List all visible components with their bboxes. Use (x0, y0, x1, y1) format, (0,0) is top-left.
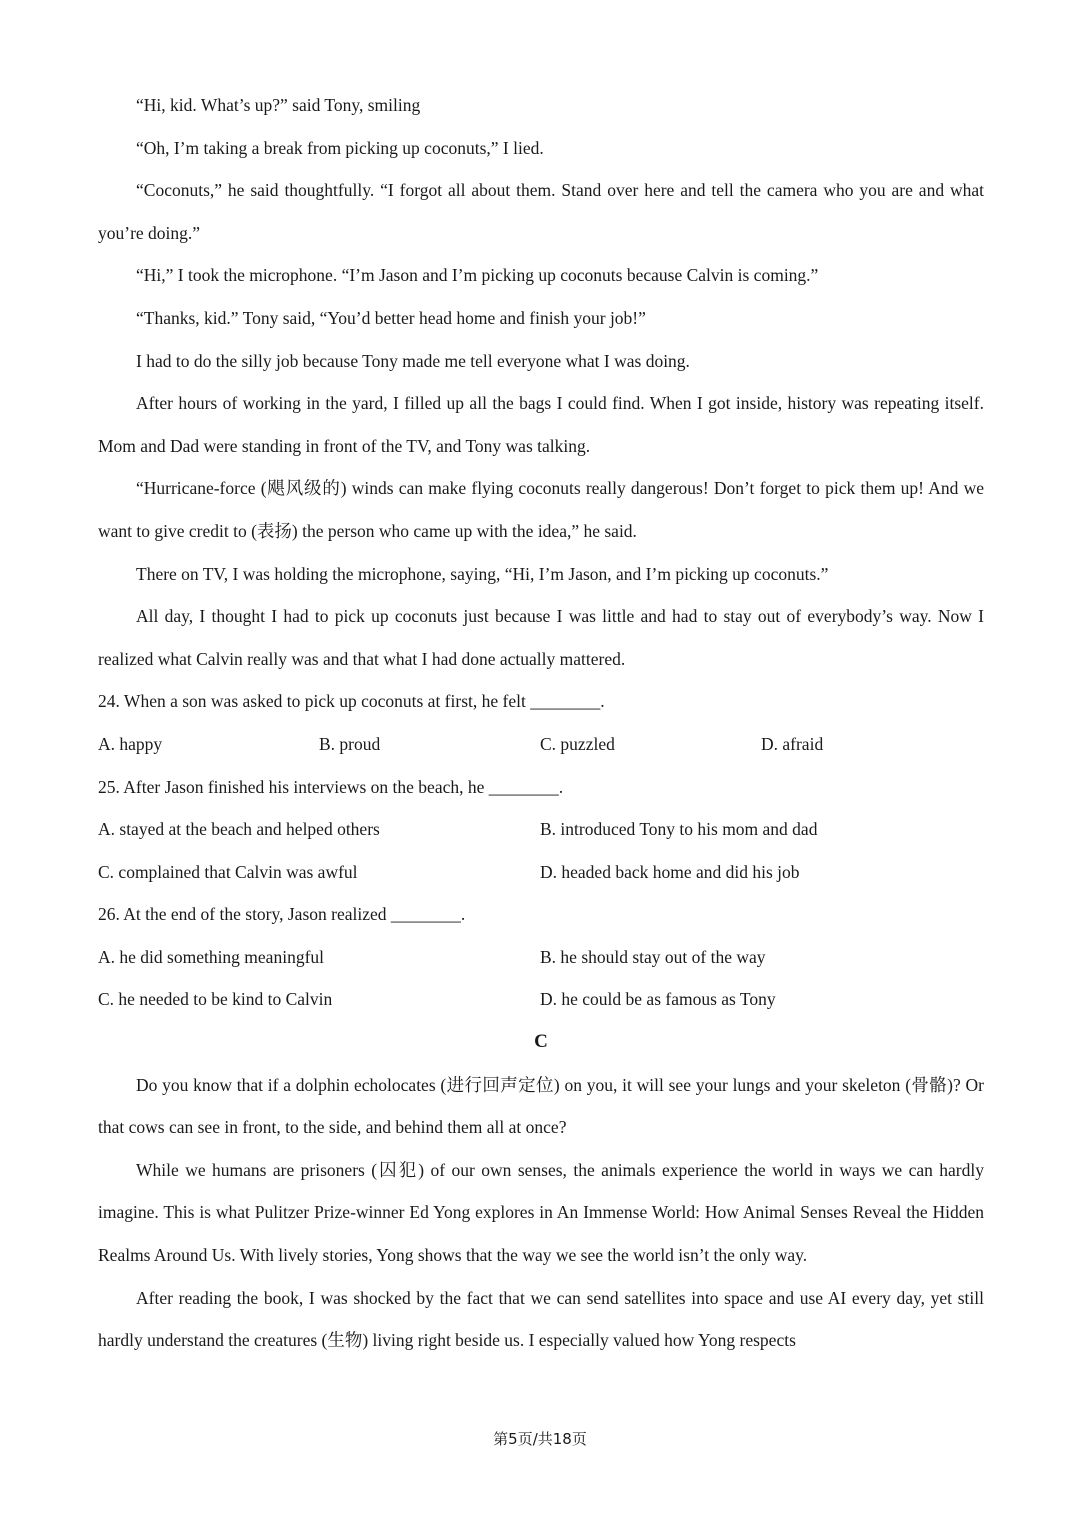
story-paragraph: “Hi,” I took the microphone. “I’m Jason and I’m picking up coconuts because Calvin is coming.” (136, 265, 819, 286)
section-paragraph: Do you know that if a dolphin echolocates (进行回声定位) on you, it will see your lungs and your skeleton (骨骼)? Or that cows can see in front, to the side, and behind them all at once? (98, 1074, 984, 1138)
option-a: A. stayed at the beach and helped others (98, 819, 380, 840)
question-options (98, 936, 984, 1021)
question-stem: 26. At the end of the story, Jason realized ________. (98, 904, 466, 925)
story-paragraph: “Oh, I’m taking a break from picking up coconuts,” I lied. (136, 137, 544, 158)
option-d: D. afraid (761, 733, 824, 754)
section-paragraph: After reading the book, I was shocked by the fact that we can send satellites into space and use AI every day, yet still hardly understand the creatures (生物) living right beside us. I especially valued how Yong respects (98, 1287, 984, 1351)
option-b: B. he should stay out of the way (540, 946, 766, 967)
story-paragraph: I had to do the silly job because Tony made me tell everyone what I was doing. (136, 350, 690, 371)
option-b: B. introduced Tony to his mom and dad (540, 819, 818, 840)
option-c: C. puzzled (540, 733, 615, 754)
story-paragraph: “Hi, kid. What’s up?” said Tony, smiling (136, 95, 421, 115)
story-paragraph: After hours of working in the yard, I filled up all the bags I could find. When I got inside, history was repeating itself. Mom and Dad were standing in front of the TV, and Tony was talking. (98, 393, 984, 456)
question-26 (98, 893, 984, 1021)
option-c: C. he needed to be kind to Calvin (98, 989, 333, 1010)
story-passage (98, 84, 984, 680)
story-paragraph: “Coconuts,” he said thoughtfully. “I forgot all about them. Stand over here and tell the camera who you are and what you’re doing.” (98, 180, 984, 243)
question-24 (98, 680, 984, 765)
option-a: A. happy (98, 733, 163, 754)
section-paragraph: While we humans are prisoners (囚犯) of our own senses, the animals experience the world in ways we can hardly imagine. This is what Pulitzer Prize-winner Ed Yong explores in An Immense World: How Animal Senses Reveal the Hidden Realms Around Us. With lively stories, Yong shows that the way we see the world isn’t the only way. (98, 1159, 984, 1266)
section-title: C (534, 1031, 548, 1053)
question-options (98, 723, 984, 766)
option-b: B. proud (319, 733, 381, 754)
story-paragraph: There on TV, I was holding the microphone, saying, “Hi, I’m Jason, and I’m picking up coconuts.” (136, 563, 829, 584)
exam-page (98, 84, 984, 1362)
option-c: C. complained that Calvin was awful (98, 861, 358, 882)
story-paragraph: All day, I thought I had to pick up coconuts just because I was little and had to stay out of everybody’s way. Now I realized what Calvin really was and that what I had done actually mattered. (98, 606, 984, 669)
page-number: 第5页/共18页 (493, 1430, 587, 1448)
option-d: D. headed back home and did his job (540, 861, 800, 882)
story-paragraph: “Hurricane-force (飓风级的) winds can make flying coconuts really dangerous! Don’t forget to pick them up! And we want to give credit to (表扬) the person who came up with the idea,” he said. (98, 478, 984, 541)
question-stem: 25. After Jason finished his interviews on the beach, he ________. (98, 776, 564, 797)
option-a: A. he did something meaningful (98, 946, 325, 967)
story-paragraph: “Thanks, kid.” Tony said, “You’d better head home and finish your job!” (136, 307, 646, 328)
question-options (98, 808, 984, 893)
section-c (98, 1021, 984, 1362)
question-25 (98, 766, 984, 894)
option-d: D. he could be as famous as Tony (540, 989, 776, 1010)
question-stem: 24. When a son was asked to pick up coconuts at first, he felt ________. (98, 691, 605, 712)
